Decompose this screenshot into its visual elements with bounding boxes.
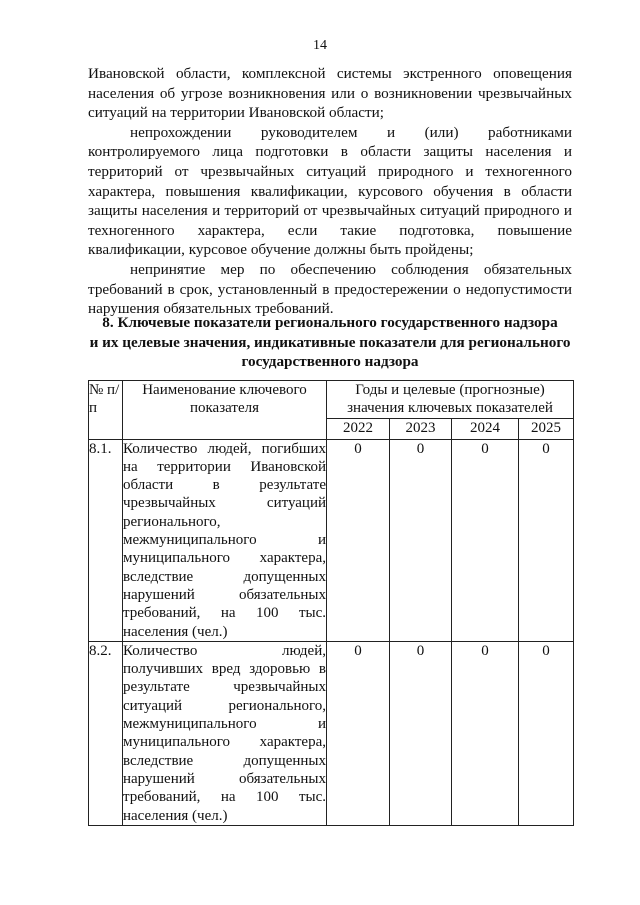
row-number: 8.2. [89, 641, 123, 825]
page-number: 14 [313, 38, 327, 53]
header-year: 2024 [452, 418, 519, 439]
section-title [80, 313, 580, 372]
row-number: 8.1. [89, 439, 123, 641]
paragraph: непрохождении руководителем и (или) работниками контролируемого лица подготовки в области защиты населения и территорий от чрезвычайных ситуаций природного и техногенного характера, повышения квалификации, курсового обучения в области защиты населения и территорий от чрезвычайных ситуаций природного и техногенного характера, если такие подготовка, повышение квалификации, курсовое обучение должны быть пройдены; [88, 123, 572, 259]
header-indicator-name: Наименование ключевого показателя [123, 381, 327, 440]
header-years-group: Годы и целевые (прогнозные) значения ключевых показателей [327, 381, 574, 419]
target-value: 0 [452, 641, 519, 825]
target-value: 0 [519, 641, 574, 825]
target-value: 0 [452, 439, 519, 641]
indicator-name: Количество людей, получивших вред здоровью в результате чрезвычайных ситуаций регионального, межмуниципального и муниципального характера, вследствие допущенных нарушений обязательных требований, на 100 тыс. населения (чел.) [123, 642, 326, 824]
target-value: 0 [519, 439, 574, 641]
target-value: 0 [327, 439, 390, 641]
section-title-line: 8. Ключевые показатели регионального государственного надзора [102, 314, 558, 331]
section-title-line: и их целевые значения, индикативные показатели для регионального [89, 333, 571, 351]
paragraph: непринятие мер по обеспечению соблюдения обязательных требований в срок, установленный в предостережении о недопустимости нарушения обязательных требований. [88, 260, 572, 318]
target-value: 0 [327, 641, 390, 825]
header-year: 2025 [519, 418, 574, 439]
section-title-line: государственного надзора [241, 353, 419, 371]
kpi-table [88, 380, 574, 826]
table-header-row [89, 381, 574, 419]
header-year: 2022 [327, 418, 390, 439]
table-row [89, 641, 574, 825]
target-value: 0 [390, 641, 452, 825]
table-row [89, 439, 574, 641]
target-value: 0 [390, 439, 452, 641]
header-number: № п/п [89, 381, 123, 440]
body-text [88, 64, 572, 319]
header-year: 2023 [390, 418, 452, 439]
indicator-name: Количество людей, погибших на территории Ивановской области в результате чрезвычайных ситуаций регионального, межмуниципального и муниципального характера, вследствие допущенных нарушений обязательных требований, на 100 тыс. населения (чел.) [123, 440, 326, 640]
paragraph: Ивановской области, комплексной системы экстренного оповещения населения об угрозе возникновения или о возникновении чрезвычайных ситуаций на территории Ивановской области; [88, 65, 572, 122]
